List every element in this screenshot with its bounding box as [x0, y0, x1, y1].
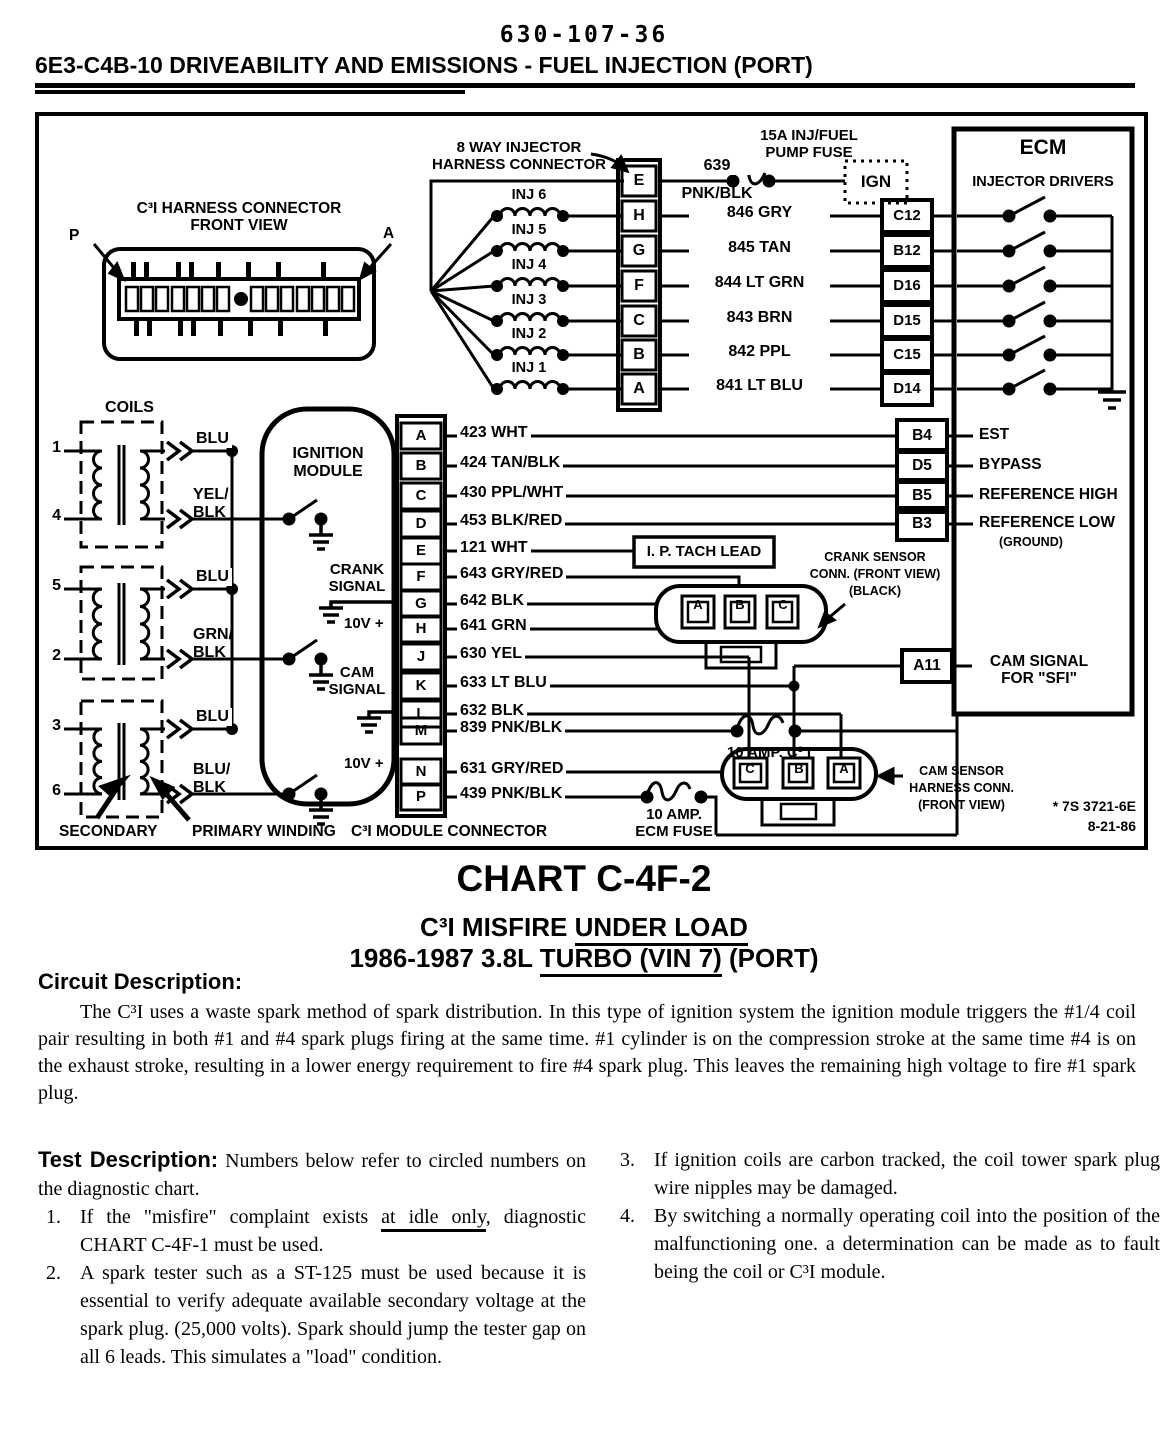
inj-pin-g: G — [632, 242, 646, 259]
inj6-label: INJ 6 — [511, 187, 547, 203]
mod-pin-c: C — [415, 487, 427, 504]
injector-connector-label: 8 WAY INJECTOR HARNESS CONNECTOR — [432, 139, 606, 173]
front-view-pin-a: A — [383, 225, 395, 242]
coil-wire-blu-2: BLU — [193, 568, 232, 586]
circuit-description-body: The C³I uses a waste spark method of spark distribution. In this type of ignition system the ignition module triggers the #1/4 coil pair resulting in both #1 and #4 spark plugs firing at the same time. #1 cylinder is on the compression stroke at the same time #4 is on the exhaust stroke, resulting in a lower energy requirement to fire #4 spark plug. This leaves the remaining high voltage to fire #1 spark plug. — [38, 1001, 1136, 1104]
ignition-module-label: IGNITION MODULE — [292, 445, 364, 480]
inj-pin-h: H — [633, 207, 645, 224]
inj-pin-b: B — [633, 346, 645, 363]
coil-wire-yel-blk: YEL/ BLK — [193, 486, 229, 521]
inj-pin-c: C — [633, 312, 645, 329]
cam-signal-sfi-label: CAM SIGNAL FOR "SFI" — [989, 653, 1089, 688]
mod-pin-e: E — [415, 542, 426, 559]
ecm-pin-c12: C12 — [893, 207, 921, 224]
mod-pin-d: D — [415, 515, 427, 532]
crank-pin-b: B — [735, 597, 745, 612]
mod-pin-m: M — [414, 722, 428, 739]
inj2-label: INJ 2 — [511, 326, 547, 342]
chart-subtitle-2: 1986-1987 3.8L TURBO (VIN 7) (PORT) — [0, 943, 1168, 974]
coil-wire-grn-blk: GRN/ BLK — [193, 626, 233, 661]
wire-846: 846 GRY — [689, 204, 830, 222]
mod-pin-a: A — [415, 427, 427, 444]
ecm-pin-a11: A11 — [913, 657, 941, 674]
crank-pin-c: C — [778, 597, 788, 612]
test-item-2: 2. A spark tester such as a ST-125 must be used because it is essential to verify adequate available secondary voltage at the spark plug. (25,000 volts). Spark should jump the tester gap on all 6 leads. This simulates a "load" condition. — [46, 1262, 586, 1368]
mod-pin-f: F — [416, 568, 426, 585]
test-item-1: 1. If the "misfire" complaint exists at idle only, diagnostic CHART C-4F-1 must be used. — [46, 1206, 586, 1256]
wire-630: 630 YEL — [457, 645, 525, 663]
cam-signal-label: CAM SIGNAL — [328, 664, 386, 698]
ecm-pin-b12: B12 — [893, 242, 921, 259]
wire-639-number: 639 — [684, 157, 750, 175]
test-description-intro: Test Description: Numbers below refer to circled numbers on the diagnostic chart. — [38, 1147, 586, 1200]
ecm-pin-b4: B4 — [912, 427, 932, 444]
wire-643: 643 GRY/RED — [457, 565, 566, 583]
test-description-heading: Test Description: — [38, 1147, 219, 1172]
ecm-pin-d15: D15 — [893, 312, 921, 329]
doc-number: 630-107-36 — [499, 22, 669, 48]
est-label: EST — [979, 426, 1010, 443]
inj-pin-f: F — [634, 277, 644, 294]
mod-pin-l: L — [416, 705, 426, 722]
coils-label: COILS — [105, 399, 154, 416]
test-description-column-left — [38, 1146, 586, 1371]
cam-sensor-conn-label: CAM SENSOR HARNESS CONN. (FRONT VIEW) — [909, 764, 1014, 812]
wire-845: 845 TAN — [689, 239, 830, 257]
coil-num-2: 2 — [52, 647, 61, 664]
mod-pin-h: H — [415, 620, 427, 637]
cam-10v-label: 10V + — [344, 755, 384, 772]
winding-pointer-arrows — [97, 780, 189, 820]
coil-wire-blu-blk: BLU/ BLK — [193, 761, 231, 796]
wire-641: 641 GRN — [457, 617, 530, 635]
module-connector-label: C³I MODULE CONNECTOR — [351, 823, 548, 840]
cam-pin-c: C — [745, 761, 755, 776]
inj-pin-e: E — [633, 172, 645, 189]
ecm-pin-d16: D16 — [893, 277, 921, 294]
wire-430: 430 PPL/WHT — [457, 484, 566, 502]
secondary-label: SECONDARY — [59, 823, 158, 840]
ecm-pin-c15: C15 — [893, 346, 921, 363]
mod-pin-n: N — [415, 763, 427, 780]
cam-signal-ground-icon — [357, 712, 394, 732]
wire-639-color: PNK/BLK — [681, 185, 753, 202]
mod-pin-j: J — [416, 648, 426, 665]
wire-632: 632 BLK — [457, 702, 527, 720]
inj5-label: INJ 5 — [511, 222, 547, 238]
mod-pin-b: B — [415, 457, 427, 474]
test-description-column-right — [612, 1146, 1160, 1286]
primary-winding-label-text: PRIMARY WINDING — [192, 823, 336, 840]
wire-423: 423 WHT — [457, 424, 531, 442]
injector-drivers-label: INJECTOR DRIVERS — [972, 174, 1114, 190]
fuse-10a-ecm-label: 10 AMP. ECM FUSE — [635, 806, 713, 840]
cam-pin-a: A — [839, 761, 849, 776]
front-view-pin-p: P — [69, 227, 80, 244]
wire-631: 631 GRY/RED — [457, 760, 566, 778]
wire-439: 439 PNK/BLK — [457, 785, 565, 803]
wire-424: 424 TAN/BLK — [457, 454, 563, 472]
crank-sensor-conn-label: CRANK SENSOR CONN. (FRONT VIEW) (BLACK) — [809, 550, 941, 598]
header-rule — [35, 83, 1135, 88]
inj1-label: INJ 1 — [511, 360, 547, 376]
mod-pin-g: G — [415, 595, 427, 612]
header-rule-2 — [35, 90, 465, 94]
module-switches — [284, 500, 333, 824]
coil-wire-blu-1: BLU — [193, 430, 232, 448]
test-item-4: 4. By switching a normally operating coil into the position of the malfunctioning one. a determination can be made as to fault being the coil or C³I module. — [620, 1205, 1160, 1283]
wire-453: 453 BLK/RED — [457, 512, 565, 530]
bypass-label: BYPASS — [979, 456, 1042, 473]
ground-sub-label: (GROUND) — [999, 535, 1063, 549]
mod-pin-p: P — [415, 788, 426, 805]
ecm-pin-d5: D5 — [912, 457, 932, 474]
page-title: 6E3-C4B-10 DRIVEABILITY AND EMISSIONS - FUEL INJECTION (PORT) — [35, 52, 813, 78]
inj-pin-a: A — [633, 380, 645, 397]
wire-121: 121 WHT — [457, 539, 531, 557]
crank-signal-label: CRANK SIGNAL — [328, 561, 386, 595]
coil-num-5: 5 — [52, 577, 61, 594]
wire-633: 633 LT BLU — [457, 674, 550, 692]
ref-high-label: REFERENCE HIGH — [979, 486, 1118, 503]
crank-10v-label: 10V + — [344, 615, 384, 632]
wire-839: 839 PNK/BLK — [457, 719, 565, 737]
fuse-15a-label: 15A INJ/FUEL PUMP FUSE — [760, 127, 858, 161]
coil-num-6: 6 — [52, 782, 61, 799]
wire-844: 844 LT GRN — [689, 274, 830, 292]
fuse-10a-c3i-label: 10 AMP. C³ I — [726, 744, 812, 761]
chart-subtitle: C³I MISFIRE UNDER LOAD — [0, 912, 1168, 943]
ref-low-label: REFERENCE LOW — [979, 514, 1116, 531]
coil-wire-chevrons — [167, 442, 192, 803]
revision-note: * 7S 3721-6E 8-21-86 — [1052, 798, 1136, 834]
inj3-label: INJ 3 — [511, 292, 547, 308]
injector-driver-switches — [957, 197, 1112, 394]
ecm-title: ECM — [1019, 136, 1067, 159]
wire-843: 843 BRN — [689, 309, 830, 327]
ign-label: IGN — [860, 172, 892, 191]
wiring-diagram — [35, 112, 1148, 850]
front-view-title: C³I HARNESS CONNECTOR FRONT VIEW — [136, 200, 342, 235]
inj4-label: INJ 4 — [511, 257, 547, 273]
wire-642: 642 BLK — [457, 592, 527, 610]
tach-lead-label: I. P. TACH LEAD — [646, 543, 762, 560]
coil-num-3: 3 — [52, 717, 61, 734]
test-item-3: 3. If ignition coils are carbon tracked, the coil tower spark plug wire nipples may be damaged. — [620, 1149, 1160, 1199]
coil-wire-blu-3: BLU — [193, 708, 232, 726]
coil-num-1: 1 — [52, 439, 61, 456]
crank-pin-a: A — [693, 597, 703, 612]
ecm-pin-b5: B5 — [912, 487, 932, 504]
circuit-description-heading: Circuit Description: — [38, 969, 243, 994]
chart-title: CHART C-4F-2 — [456, 858, 712, 899]
wire-841: 841 LT BLU — [689, 377, 830, 395]
ecm-pin-b3: B3 — [912, 515, 932, 532]
wire-842: 842 PPL — [689, 343, 830, 361]
mod-pin-k: K — [415, 677, 427, 694]
ecm-pin-d14: D14 — [893, 380, 921, 397]
ground-icon — [1098, 392, 1126, 408]
cam-pin-b: B — [794, 761, 804, 776]
coil-windings — [64, 445, 165, 800]
coil-num-4: 4 — [52, 507, 61, 524]
front-view-connector — [94, 244, 391, 359]
